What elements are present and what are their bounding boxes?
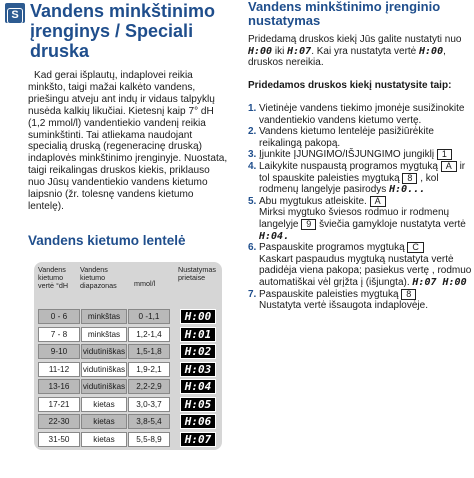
text: , druskos nereikia. xyxy=(248,45,446,68)
table-header xyxy=(34,266,222,310)
intro-paragraph: Kad gerai išplautų, indaplovei reikia minkšto, taigi mažai kalkėto vandens, priešingu atveju ant indų ir vidaus talpyklų nusėda kalkių likučiai. Kietesnį kaip 7° dH (1,2 mmol/l) vandentiekio vandenį reikia suminkštinti. Tai atliekama naudojant specialią druską (regeneracinę druską) indaplovės minkštinimo įrenginyje. Nuostata, taigi reikalingas druskos kiekis, priklauso nuo Jūsų vandentiekio vandens kietumo laipsnio (žr. tolesnę vandens kietumo lentelę). xyxy=(28,70,228,212)
display-code: H:00 xyxy=(436,276,467,288)
step-text: Laikykite nuspaustą programos mygtuką xyxy=(259,160,441,172)
step-text: ir tol spauskite paleisties mygtuką xyxy=(259,160,466,184)
step-text: (išjungta). xyxy=(365,276,413,288)
display-code: H:0... xyxy=(389,184,426,196)
cell-mmol: 3,8-5,4 xyxy=(128,414,170,429)
key-button-label: A xyxy=(441,161,457,172)
display-code: H:07 xyxy=(412,276,437,288)
step-text: ir rodmenų langelyje xyxy=(259,207,450,230)
step-number: 7. xyxy=(248,288,257,300)
step-text: Kaskart paspaudus mygtuką nustatyta vertė padidėja viena pakopa; pasiekus vertę xyxy=(259,253,454,277)
steps-subtitle: Pridedamos druskos kiekį nustatysite taip: xyxy=(248,80,452,91)
step-item xyxy=(248,242,472,288)
cell-setting: H:07 xyxy=(180,432,216,447)
header-mmol: mmol/l xyxy=(134,279,156,288)
step-text: Paspauskite paleisties mygtuką xyxy=(259,288,402,300)
step-text: Nustatyta vertė išsaugota indaplovėje. xyxy=(259,300,428,312)
key-button-label: 1 xyxy=(437,149,452,160)
table-row xyxy=(38,362,218,377)
steps-list xyxy=(248,103,472,312)
right-paragraph xyxy=(248,34,472,69)
table-row xyxy=(38,344,218,359)
cell-mmol: 0 -1,1 xyxy=(128,309,170,324)
table-row xyxy=(38,414,218,429)
right-column xyxy=(248,0,474,478)
cell-dh: 31-50 xyxy=(38,432,80,447)
step-number: 3. xyxy=(248,149,257,161)
header-range: Vandens kietumo diapazonas xyxy=(80,265,117,290)
cell-range: minkštas xyxy=(81,327,127,342)
table-heading: Vandens kietumo lentelė xyxy=(28,233,186,248)
table-row xyxy=(38,327,218,342)
cell-range: kietas xyxy=(81,414,127,429)
step-text: Vandens kietumo lentelėje pasižiūrėkite reikalingą pakopą. xyxy=(259,126,434,149)
step-text: , kol rodmenų langelyje pasirodys xyxy=(259,172,439,196)
cell-mmol: 5,5-8,9 xyxy=(128,432,170,447)
step-item xyxy=(248,126,472,149)
table-row xyxy=(38,397,218,412)
hardness-table xyxy=(34,262,222,450)
step-text: Mirksi mygtuko šviesos rodmuo xyxy=(259,207,402,219)
step-number: 1. xyxy=(248,103,257,114)
cell-range: vidutiniškas xyxy=(81,379,127,394)
key-button-label: A xyxy=(370,196,386,207)
step-item xyxy=(248,196,472,242)
cell-dh: 13-16 xyxy=(38,379,80,394)
text: iki xyxy=(272,45,288,57)
cell-mmol: 3,0-3,7 xyxy=(128,397,170,412)
right-title: Vandens minkštinimo įrenginio nustatymas xyxy=(248,0,441,28)
step-item xyxy=(248,161,472,196)
cell-mmol: 1,9-2,1 xyxy=(128,362,170,377)
step-item xyxy=(248,103,472,126)
section-s-icon: S xyxy=(5,3,25,23)
step-number: 5. xyxy=(248,195,257,207)
code-h00: H:00 xyxy=(419,45,444,57)
left-column xyxy=(0,0,232,478)
cell-dh: 17-21 xyxy=(38,397,80,412)
cell-range: minkštas xyxy=(81,309,127,324)
step-text: Įjunkite ĮJUNGIMO/IŠJUNGIMO jungiklį xyxy=(259,149,437,161)
cell-setting: H:06 xyxy=(180,414,216,429)
table-row xyxy=(38,309,218,324)
cell-range: vidutiniškas xyxy=(81,362,127,377)
step-text: šviečia gamykloje nustatyta vertė xyxy=(319,218,466,230)
table-row xyxy=(38,432,218,447)
step-item xyxy=(248,149,472,161)
cell-setting: H:02 xyxy=(180,344,216,359)
step-text: Paspauskite programos mygtuką xyxy=(259,242,408,254)
cell-mmol: 1,2-1,4 xyxy=(128,327,170,342)
key-button-label: 9 xyxy=(301,219,316,230)
cell-dh: 22-30 xyxy=(38,414,80,429)
cell-range: kietas xyxy=(81,432,127,447)
step-number: 4. xyxy=(248,160,257,172)
key-button-label: 8 xyxy=(402,173,417,184)
step-text: Abu mygtukus atleiskite. xyxy=(259,195,370,207)
display-code: H:04. xyxy=(259,230,290,242)
key-button-label: C xyxy=(407,242,424,253)
cell-setting: H:03 xyxy=(180,362,216,377)
header-dh: Vandens kietumo vertė °dH xyxy=(38,265,69,290)
text: Pridedamą druskos kiekį Jūs galite nustatyti nuo xyxy=(248,34,462,45)
key-button-label: 8 xyxy=(401,289,416,300)
cell-dh: 0 - 6 xyxy=(38,309,80,324)
cell-mmol: 1,5-1,8 xyxy=(128,344,170,359)
cell-dh: 7 - 8 xyxy=(38,327,80,342)
cell-range: kietas xyxy=(81,397,127,412)
cell-setting: H:00 xyxy=(180,309,216,324)
code-h00: H:00 xyxy=(248,45,273,57)
table-row xyxy=(38,379,218,394)
step-number: 2. xyxy=(248,126,257,138)
step-number: 6. xyxy=(248,242,257,254)
step-text: , rodmuo automatiškai vėl grįžta į xyxy=(259,265,472,288)
step-item xyxy=(248,289,472,312)
cell-setting: H:01 xyxy=(180,327,216,342)
section-title: Vandens minkštinimo įrenginys / Speciali druska xyxy=(30,1,216,61)
cell-dh: 9-10 xyxy=(38,344,80,359)
text: . Kai yra nustatyta vertė xyxy=(311,45,420,57)
cell-setting: H:04 xyxy=(180,379,216,394)
step-text: Vietinėje vandens tiekimo įmonėje susižinokite vandentiekio vandens kietumo vertę. xyxy=(259,103,465,126)
cell-dh: 11-12 xyxy=(38,362,80,377)
cell-setting: H:05 xyxy=(180,397,216,412)
cell-range: vidutiniškas xyxy=(81,344,127,359)
code-h07: H:07 xyxy=(287,45,312,57)
cell-mmol: 2,2-2,9 xyxy=(128,379,170,394)
header-setting: Nustatymas prietaise xyxy=(178,265,216,282)
